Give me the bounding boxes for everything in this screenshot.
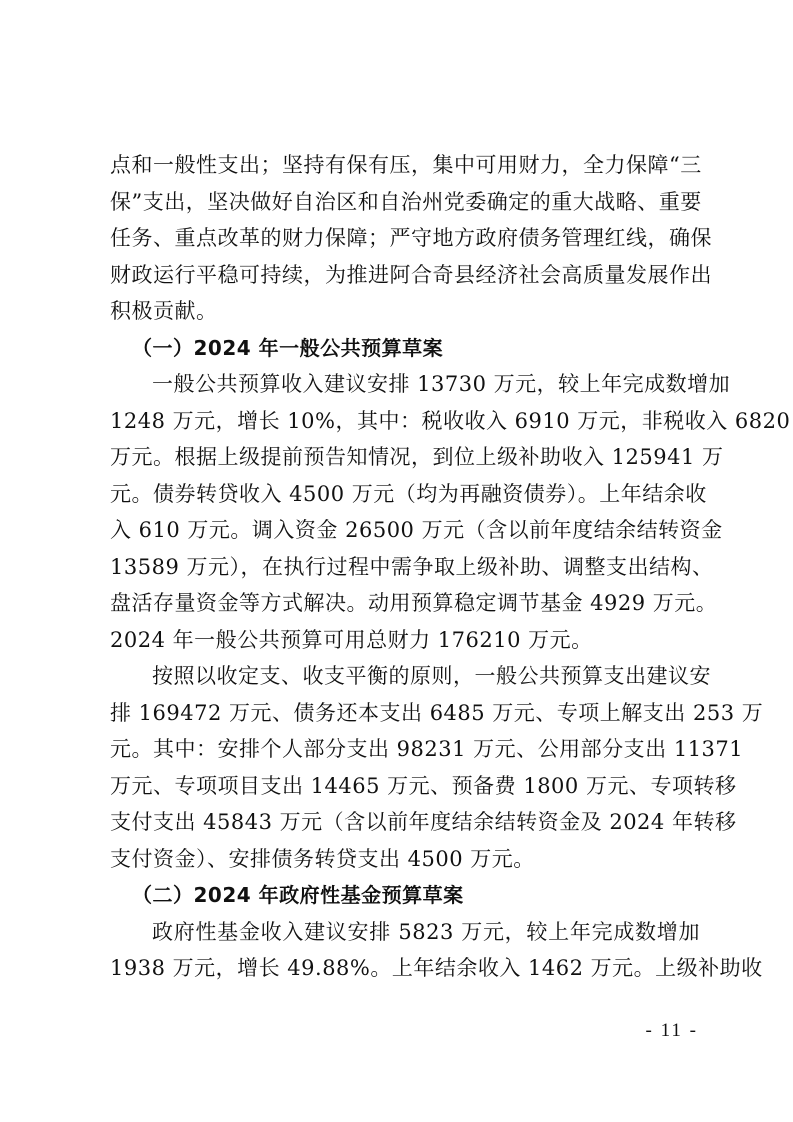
text-line: 13589 万元），在执行过程中需争取上级补助、调整支出结构、 <box>110 554 714 579</box>
text-line: 入 610 万元。调入资金 26500 万元（含以前年度结余结转资金 <box>110 518 723 542</box>
page-number: - 11 - <box>645 1020 698 1041</box>
text-line: 积极贡献。 <box>110 299 218 323</box>
paragraph-first-line: 政府性基金收入建议安排 5823 万元，较上年完成数增加 <box>152 919 700 944</box>
section-heading: （一）2024 年一般公共预算草案 <box>132 335 444 360</box>
text-line: 财政运行平稳可持续，为推进阿合奇县经济社会高质量发展作出 <box>110 262 712 287</box>
text-line: 1248 万元，增长 10%，其中：税收收入 6910 万元，非税收入 6820 <box>110 408 791 433</box>
paragraph-first-line: 按照以收定支、收支平衡的原则，一般公共预算支出建议安 <box>152 664 711 688</box>
text-line: 支付资金）、安排债务转贷支出 4500 万元。 <box>110 846 535 871</box>
text-line: 任务、重点改革的财力保障；严守地方政府债务管理红线，确保 <box>110 226 712 250</box>
text-line: 万元。根据上级提前预告知情况，到位上级补助收入 125941 万 <box>110 445 724 469</box>
text-line: 点和一般性支出；坚持有保有压，集中可用财力，全力保障“三 <box>110 153 702 177</box>
text-line: 元。其中：安排个人部分支出 98231 万元、公用部分支出 11371 <box>110 737 744 761</box>
text-line: 元。债券转贷收入 4500 万元（均为再融资债券）。上年结余收 <box>110 481 707 506</box>
section-heading: （二）2024 年政府性基金预算草案 <box>132 883 464 907</box>
text-line: 排 169472 万元、债务还本支出 6485 万元、专项上解支出 253 万 <box>110 700 764 725</box>
text-line: 盘活存量资金等方式解决。动用预算稳定调节基金 4929 万元。 <box>110 591 718 615</box>
text-line: 保”支出，坚决做好自治区和自治州党委确定的重大战略、重要 <box>110 189 702 214</box>
text-line: 支付支出 45843 万元（含以前年度结余结转资金及 2024 年转移 <box>110 810 737 834</box>
text-line: 万元、专项项目支出 14465 万元、预备费 1800 万元、专项转移 <box>110 773 737 798</box>
paragraph-first-line: 一般公共预算收入建议安排 13730 万元，较上年完成数增加 <box>152 372 731 396</box>
text-line: 1938 万元，增长 49.88%。上年结余收入 1462 万元。上级补助收 <box>110 956 763 980</box>
body-text <box>110 147 791 987</box>
text-line: 2024 年一般公共预算可用总财力 176210 万元。 <box>110 627 593 652</box>
